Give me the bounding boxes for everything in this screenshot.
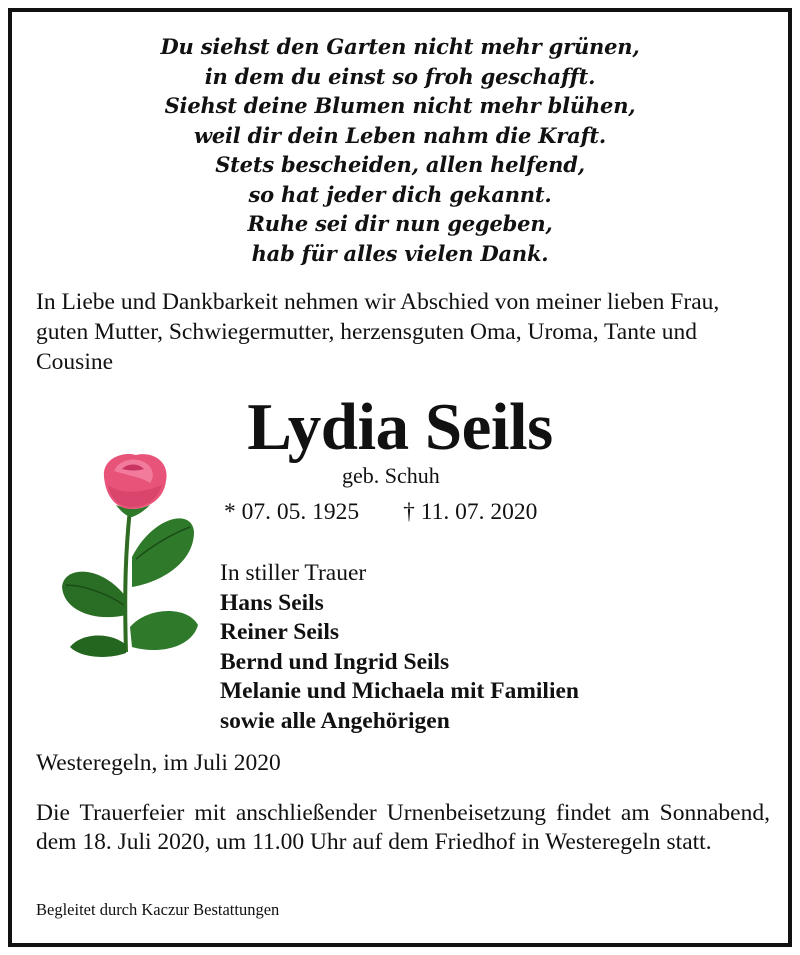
poem-line: hab für alles vielen Dank.	[251, 240, 549, 266]
obituary-notice	[8, 8, 792, 947]
funeral-notice: Die Trauerfeier mit anschließender Urnenbeisetzung findet am Sonnabend, dem 18. Juli 2020, um 11.00 Uhr auf dem Friedhof in Westeregeln statt.	[36, 800, 770, 855]
mourner-name: Hans Seils	[220, 589, 324, 616]
poem-line: weil dir dein Leben nahm die Kraft.	[193, 122, 607, 148]
poem-line: Siehst deine Blumen nicht mehr blühen,	[164, 93, 636, 118]
place-date: Westeregeln, im Juli 2020	[36, 750, 281, 776]
poem	[12, 32, 788, 268]
funeral-home-credit: Begleitet durch Kaczur Bestattungen	[36, 900, 280, 919]
life-dates	[224, 499, 537, 526]
mourners-list	[220, 559, 579, 736]
poem-line: so hat jeder dich gekannt.	[248, 181, 552, 207]
intro-text: In Liebe und Dankbarkeit nehmen wir Abschied von meiner lieben Frau, guten Mutter, Schwiegermutter, herzensguten Oma, Uroma, Tante und Cousine	[36, 289, 720, 375]
mourning-heading: In stiller Trauer	[220, 560, 367, 586]
birth-date: * 07. 05. 1925	[224, 499, 360, 525]
mourner-name: Bernd und Ingrid Seils	[220, 648, 450, 675]
mourner-name: Reiner Seils	[220, 619, 340, 645]
poem-line: Du siehst den Garten nicht mehr grünen,	[160, 34, 640, 59]
deceased-name: Lydia Seils	[247, 390, 553, 464]
mourner-name: sowie alle Angehörigen	[220, 707, 450, 734]
birth-name: geb. Schuh	[342, 463, 440, 488]
poem-line: in dem du einst so froh geschafft.	[204, 63, 596, 89]
death-date: † 11. 07. 2020	[403, 499, 538, 525]
poem-line: Ruhe sei dir nun gegeben,	[247, 211, 553, 236]
mourner-name: Melanie und Michaela mit Familien	[220, 678, 579, 704]
rose-icon	[52, 447, 202, 662]
poem-line: Stets bescheiden, allen helfend,	[215, 152, 585, 177]
